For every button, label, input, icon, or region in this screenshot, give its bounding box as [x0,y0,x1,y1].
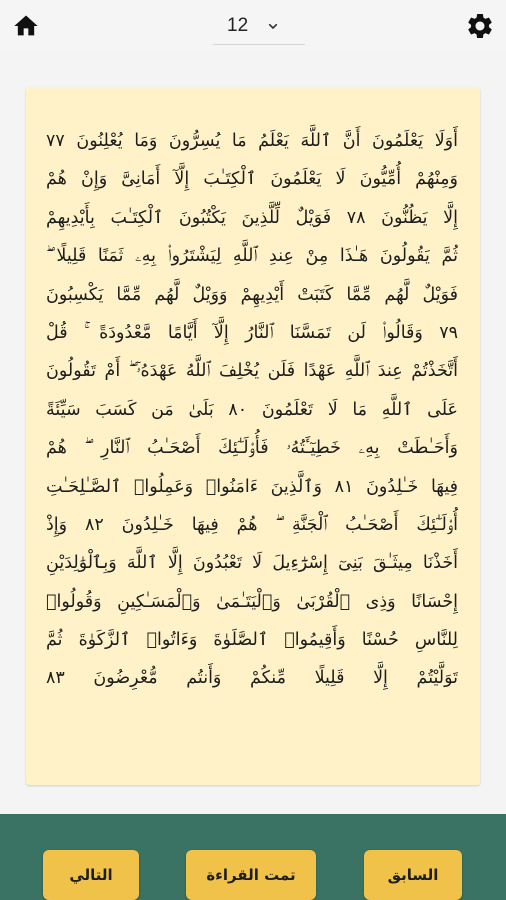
next-button[interactable]: التالي [43,850,139,900]
verse-line: إِلَّا يَظُنُّونَ ٧٨ فَوَيْلٌ لِّلَّذِينَ يَكْتُبُونَ ٱلْكِتَـٰبَ بِأَيْدِيهِمْ [46,207,458,228]
previous-button[interactable]: السابق [364,850,462,900]
page-number: 12 [227,15,249,36]
top-bar [0,0,506,52]
settings-button[interactable] [464,10,496,42]
verse-line: أَوَلَا يَعْلَمُونَ أَنَّ ٱللَّهَ يَعْلَمُ مَا يُسِرُّونَ وَمَا يُعْلِنُونَ ٧٧ [46,131,458,151]
verse-line: ثُمَّ يَقُولُونَ هَـٰذَا مِنْ عِندِ ٱللَّهِ لِيَشْتَرُوا۟ بِهِۦ ثَمَنًا قَلِيلًا ۖ [46,246,458,267]
chevron-down-icon [262,15,284,37]
bottom-navigation-bar [0,814,506,900]
home-icon [12,12,40,40]
verse-line: فَوَيْلٌ لَّهُم مِّمَّا كَتَبَتْ أَيْدِيهِمْ وَوَيْلٌ لَّهُم مِّمَّا يَكْسِبُونَ [46,284,458,305]
gear-icon [465,11,495,41]
verse-line: ٧٩ وَقَالُوا۟ لَن تَمَسَّنَا ٱلنَّارُ إِلَّآ أَيَّامًا مَّعْدُودَةً ۚ قُلْ [46,322,458,343]
mark-as-read-button[interactable]: تمت القراءة [186,850,316,900]
verse-line: إِحْسَانًا وَذِى ٱلْقُرْبَىٰ وَٱلْيَتَـٰمَىٰ وَٱلْمَسَـٰكِينِ وَقُولُوا۟ [46,591,458,612]
page-number-select[interactable] [213,8,305,45]
verse-line: وَمِنْهُمْ أُمِّيُّونَ لَا يَعْلَمُونَ ٱلْكِتَـٰبَ إِلَّآ أَمَانِىَّ وَإِنْ هُمْ [46,169,458,190]
verse-line: لِلنَّاسِ حُسْنًا وَأَقِيمُوا۟ ٱلصَّلَوٰةَ وَءَاتُوا۟ ٱلزَّكَوٰةَ ثُمَّ [46,630,458,651]
verses-text [46,122,458,738]
verse-line: أَتَّخَذْتُمْ عِندَ ٱللَّهِ عَهْدًا فَلَن يُخْلِفَ ٱللَّهُ عَهْدَهُۥٓ ۖ أَمْ تَقُولُونَ [46,361,458,382]
verse-line: تَوَلَّيْتُمْ إِلَّا قَلِيلًا مِّنكُمْ وَأَنتُم مُّعْرِضُونَ ٨٣ [46,668,458,689]
verse-line: فِيهَا خَـٰلِدُونَ ٨١ وَٱلَّذِينَ ءَامَنُوا۟ وَعَمِلُوا۟ ٱلصَّـٰلِحَـٰتِ [46,476,458,497]
verse-line: عَلَى ٱللَّهِ مَا لَا تَعْلَمُونَ ٨٠ بَلَىٰ مَن كَسَبَ سَيِّئَةً [46,399,458,420]
verse-line: أُو۟لَـٰٓئِكَ أَصْحَـٰبُ ٱلْجَنَّةِ ۖ هُمْ فِيهَا خَـٰلِدُونَ ٨٢ وَإِذْ [46,514,458,535]
verse-line: أَخَذْنَا مِيثَـٰقَ بَنِىٓ إِسْرَٰٓءِيلَ لَا تَعْبُدُونَ إِلَّا ٱللَّهَ وَبِٱلْوَٰلِدَيْنِ [46,553,458,574]
home-button[interactable] [10,10,42,42]
verse-line: وَأَحَـٰطَتْ بِهِۦ خَطِيٓـَٔتُهُۥ فَأُو۟لَـٰٓئِكَ أَصْحَـٰبُ ٱلنَّارِ ۖ هُمْ [46,438,458,459]
